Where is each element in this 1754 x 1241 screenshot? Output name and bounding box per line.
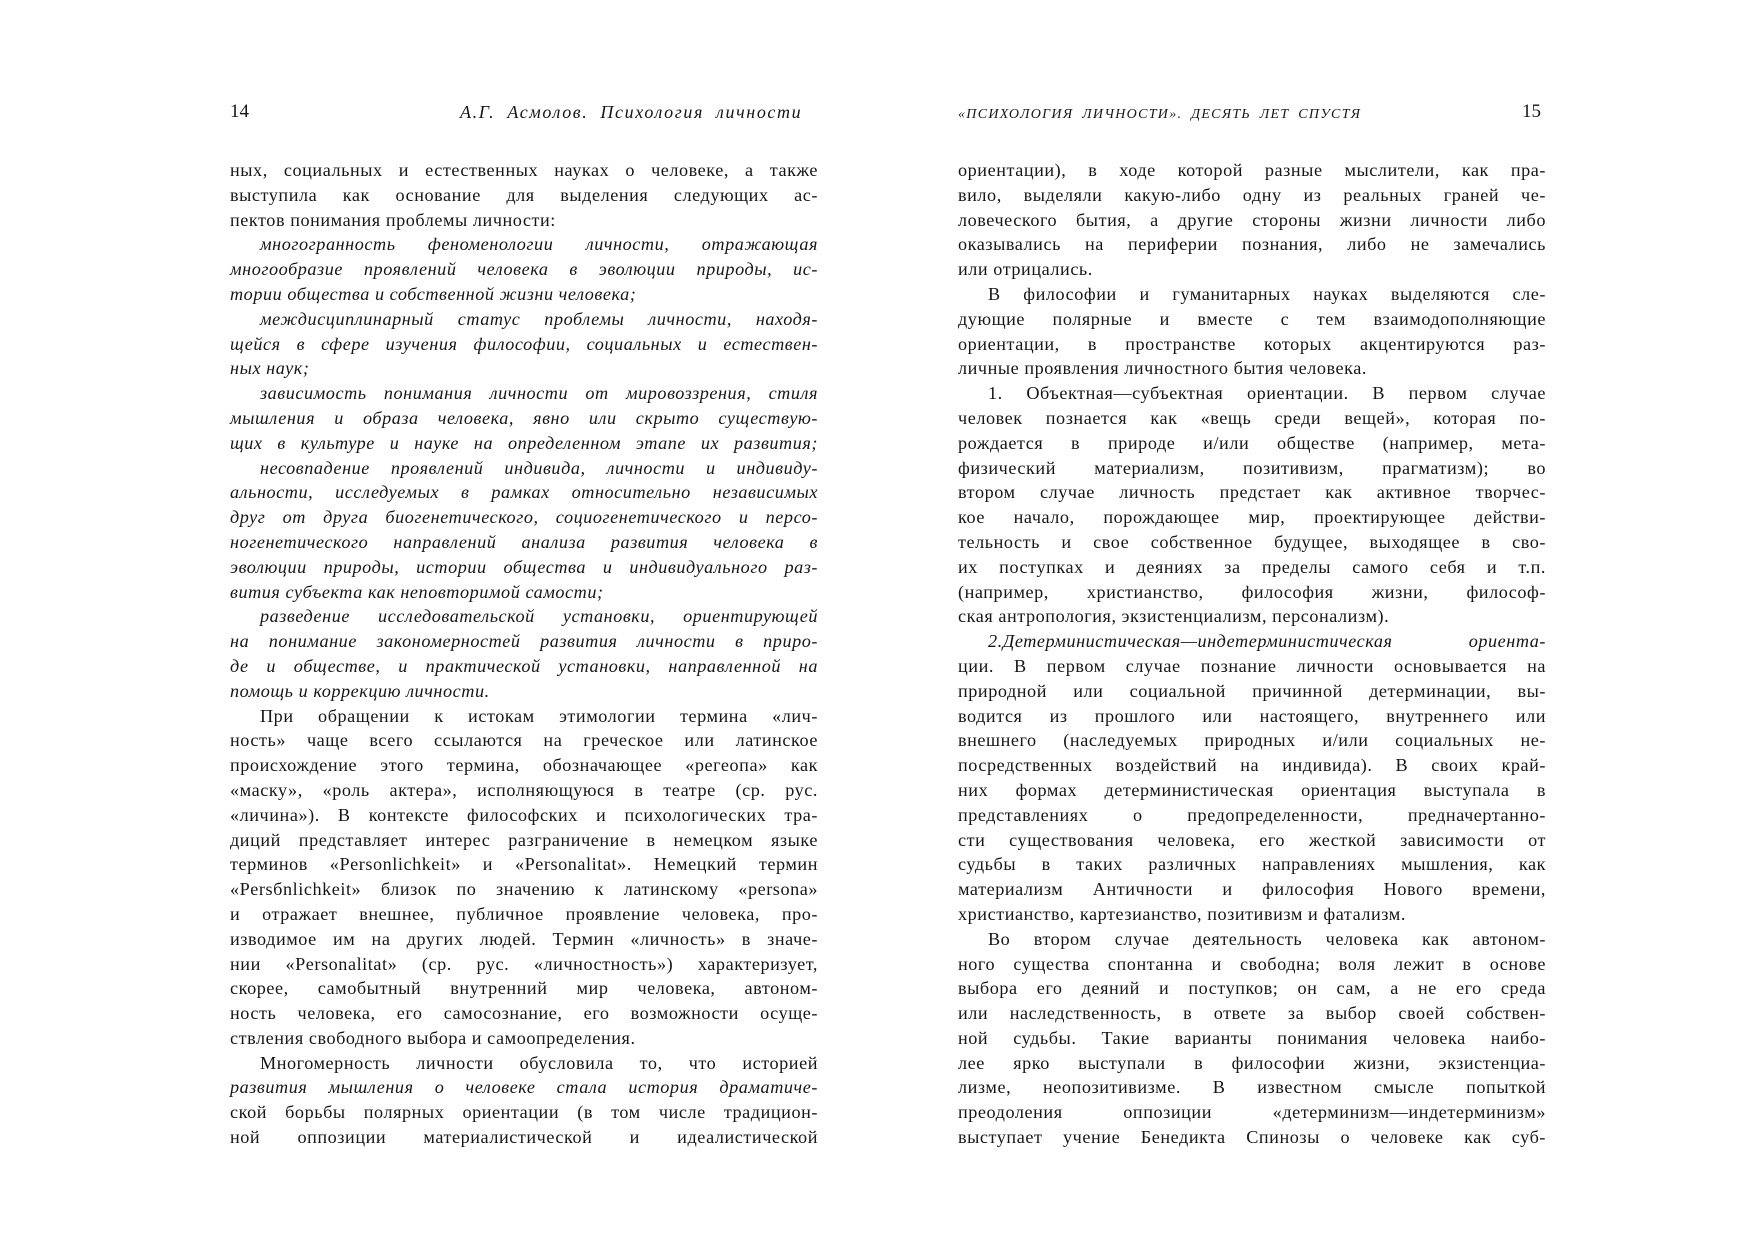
text-line: щих в культуре и науке на определенном этапе их развития; <box>230 432 818 453</box>
text-line: или отрицались. <box>958 259 1093 280</box>
text-line: несовпадение проявлений индивида, личности и индивиду- <box>260 457 818 478</box>
text-line: посредственных воздействий на индивида). В своих край- <box>958 755 1546 776</box>
text-line: ориентации, в пространстве которых акцентируются раз- <box>958 333 1546 354</box>
running-head: А.Г. Асмолов. Психология личности <box>460 102 803 122</box>
text-line: В философии и гуманитарных науках выделяются сле- <box>988 283 1546 304</box>
text-line: щейся в сфере изучения философии, социальных и естествен- <box>230 333 818 354</box>
text-line: многогранность феноменологии личности, отражающая <box>260 234 818 255</box>
text-line: ной оппозиции материалистической и идеалистической <box>230 1127 818 1148</box>
text-line: физический материализм, позитивизм, прагматизм); во <box>958 457 1546 478</box>
text-line: вития субъекта как неповторимой самости; <box>230 581 604 602</box>
text-line: «Persбnlichkeit» близок по значению к латинскому «persona» <box>230 879 818 900</box>
text-line: зависимость понимания личности от мировоззрения, стиля <box>260 383 818 404</box>
text-line: тельность и свое собственное будущее, выходящее в сво- <box>958 531 1546 552</box>
text-line: скорее, самобытный внутренний мир человека, автоном- <box>230 978 818 999</box>
text-line: разведение исследовательской установки, ориентирующей <box>260 606 818 627</box>
text-line: ных, социальных и естественных науках о человеке, а также <box>230 160 818 180</box>
text-line: и отражает внешнее, публичное проявление человека, про- <box>230 903 818 924</box>
text-line: ность человека, его самосознание, его возможности осуще- <box>230 1003 818 1024</box>
text-line: дующие полярные и вместе с тем взаимодополняющие <box>958 308 1546 329</box>
text-line: ции. В первом случае познание личности основывается на <box>958 655 1546 676</box>
text-line: ской борьбы полярных ориентации (в том числе традицион- <box>230 1102 818 1123</box>
text-line: Многомерность личности обусловила то, что историей <box>260 1052 818 1073</box>
text-line: выступила как основание для выделения следующих ас- <box>230 184 818 205</box>
text-line: друг от друга биогенетического, социогенетического и персо- <box>230 507 818 528</box>
text-line: «личина»). В контексте философских и психологических тра- <box>230 804 818 825</box>
text-line: ская антропология, экзистенциализм, персонализм). <box>958 606 1390 627</box>
text-line: тории общества и собственной жизни человека; <box>230 283 637 304</box>
text-line: альности, исследуемых в рамках относительно независимых <box>230 482 818 503</box>
text-line: представлениях о предопределенности, предначертанно- <box>958 804 1546 825</box>
text-line: ловеческого бытия, а другие стороны жизни личности либо <box>958 209 1546 230</box>
text-line: помощь и коррекцию личности. <box>230 680 490 701</box>
text-line: природной или социальной причинной детерминации, вы- <box>958 680 1546 701</box>
text-line: втором случае личность предстает как активное творчес- <box>958 482 1546 503</box>
right-page <box>877 0 1754 1241</box>
text-line: личные проявления личностного бытия человека. <box>958 358 1368 379</box>
text-line: или наследственность, в ответе за выбор своей собствен- <box>958 1003 1546 1024</box>
text-line: лее ярко выступали в философии жизни, экзистенциа- <box>958 1052 1546 1073</box>
page-number: 15 <box>1522 101 1541 122</box>
text-line: кое начало, порождающее мир, проектирующее действи- <box>958 507 1546 528</box>
text-line: мышления и образа человека, явно или скрыто существую- <box>230 407 818 428</box>
text-line: судьбы в таких различных направлениях мышления, как <box>958 854 1546 875</box>
text-line: сти существования человека, его жесткой зависимости от <box>958 829 1546 850</box>
text-line: многообразие проявлений человека в эволюции природы, ис- <box>230 259 818 280</box>
text-line: выбора его деяний и поступков; он сам, а не его среда <box>958 978 1546 999</box>
text-line: 1. Объектная—субъектная ориентации. В первом случае <box>988 383 1546 404</box>
text-line: на понимание закономерностей развития личности в приро- <box>230 631 818 652</box>
text-line: внешнего (наследуемых природных и/или социальных не- <box>958 730 1546 751</box>
text-line: преодоления оппозиции «детерминизм—индетерминизм» <box>958 1102 1546 1123</box>
text-line: 2.Детерминистическая—индетерминистическая ориента- <box>988 631 1546 652</box>
text-line: Во втором случае деятельность человека как автоном- <box>988 928 1546 949</box>
text-line: изводимое им на других людей. Термин «личность» в значе- <box>230 928 818 949</box>
text-line: материализм Античности и философия Нового времени, <box>958 879 1546 900</box>
text-line: ной судьбы. Такие варианты понимания человека наибо- <box>958 1027 1546 1048</box>
running-head: «ПСИХОЛОГИЯ ЛИЧНОСТИ». ДЕСЯТЬ ЛЕТ СПУСТЯ <box>958 107 1362 122</box>
text-line: их поступках и деяниях за пределы самого себя и т.п. <box>958 556 1546 577</box>
text-line: выступает учение Бенедикта Спинозы о человеке как суб- <box>958 1127 1546 1148</box>
text-line: развития мышления о человеке стала история драматиче- <box>230 1077 818 1098</box>
text-line: де и обществе, и практической установки, направленной на <box>230 655 818 676</box>
text-line: При обращении к истокам этимологии термина «лич- <box>260 705 818 726</box>
text-line: оказывались на периферии познания, либо не замечались <box>958 234 1546 255</box>
text-line: нии «Personalitat» (ср. рус. «личностность») характеризует, <box>230 953 818 974</box>
page-body-text <box>958 158 1546 1150</box>
text-line: «маску», «роль актера», исполняющуюся в театре (ср. рус. <box>230 779 818 800</box>
text-line: диций представляет интерес разграничение в немецком языке <box>230 829 818 850</box>
page-body-text <box>230 158 818 1150</box>
text-line: пектов понимания проблемы личности: <box>230 209 556 230</box>
text-line: эволюции природы, истории общества и индивидуального раз- <box>230 556 818 577</box>
text-line: рождается в природе и/или обществе (например, мета- <box>958 432 1546 453</box>
text-line: ствления свободного выбора и самоопределения. <box>230 1027 636 1048</box>
text-line: водится из прошлого или настоящего, внутреннего или <box>958 705 1546 726</box>
text-line: терминов «Personlichkeit» и «Personalitat». Немецкий термин <box>230 854 818 875</box>
text-line: человек познается как «вещь среди вещей», которая по- <box>958 407 1546 428</box>
text-line: лизме, неопозитивизме. В известном смысле попыткой <box>958 1077 1546 1098</box>
text-line: междисциплинарный статус проблемы личности, находя- <box>260 308 818 329</box>
text-line: христианство, картезианство, позитивизм и фатализм. <box>958 903 1406 924</box>
text-line: ного существа спонтанна и свободна; воля лежит в основе <box>958 953 1546 974</box>
text-line: ность» чаще всего ссылаются на греческое или латинское <box>230 730 818 751</box>
text-line: ных наук; <box>230 358 310 379</box>
text-line: них формах детерминистическая ориентация выступала в <box>958 779 1546 800</box>
text-line: вило, выделяли какую-либо одну из реальных граней че- <box>958 184 1546 205</box>
text-line: происхождение этого термина, обозначающее «регеопа» как <box>230 755 818 776</box>
text-line: ногенетического направлений анализа развития человека в <box>230 531 818 552</box>
text-line: ориентации), в ходе которой разные мыслители, как пра- <box>958 160 1546 180</box>
text-line: (например, христианство, философия жизни, философ- <box>958 581 1546 602</box>
page-number: 14 <box>230 101 249 122</box>
